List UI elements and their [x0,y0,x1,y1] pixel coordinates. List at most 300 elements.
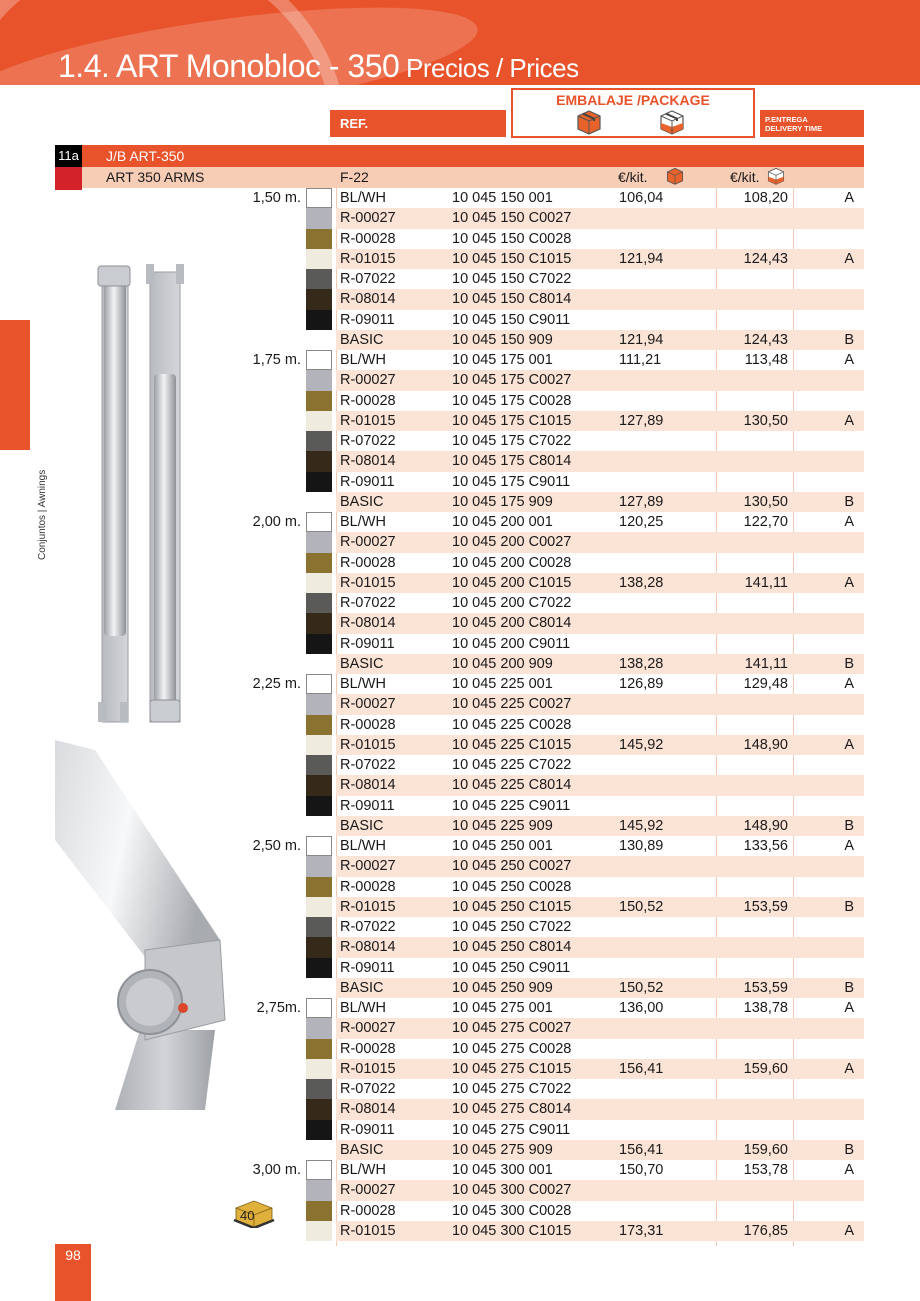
color-swatch [306,897,332,917]
color-swatch [306,188,332,208]
delivery-time: A [844,574,854,591]
table-row [230,593,864,613]
table-row [230,492,864,512]
color-swatch [306,755,332,775]
reference-number: 10 045 225 C8014 [452,777,572,794]
table-row [230,634,864,654]
color-code: R-08014 [340,1101,396,1118]
price-closed-box: 138,28 [619,574,664,591]
color-swatch [306,917,332,937]
length-label: 2,50 m. [252,838,301,854]
color-code: R-00027 [340,534,396,551]
delivery-time: A [844,736,854,753]
price-closed-box: 150,52 [619,898,664,915]
color-code: BL/WH [340,1000,386,1016]
delivery-time: B [844,1141,854,1158]
reference-number: 10 045 175 C0028 [452,392,572,409]
row-background [336,593,864,613]
table-row [230,391,864,411]
color-swatch [306,269,332,289]
price-open-box: 129,48 [743,676,788,692]
price-header-box [618,167,685,188]
reference-number: 10 045 225 C0028 [452,716,572,733]
color-code: R-09011 [340,959,395,976]
box-open-icon [766,167,786,185]
price-open-box: 133,56 [743,838,788,854]
price-open-box: 108,20 [743,190,788,206]
table-row [230,1039,864,1059]
row-background [336,715,864,735]
color-code: R-01015 [340,412,396,429]
color-swatch [306,1079,332,1099]
color-code: R-00028 [340,878,396,895]
section-badge: 11a [55,145,82,167]
reference-number: 10 045 250 909 [452,979,553,996]
color-swatch [306,451,332,471]
color-code: R-09011 [340,635,395,652]
color-code: BASIC [340,817,384,834]
row-background [336,1018,864,1038]
color-code: BL/WH [340,676,386,692]
row-background [336,208,864,228]
reference-number: 10 045 300 C1015 [452,1222,572,1239]
table-row [230,978,864,998]
row-background [336,431,864,451]
table-row [230,1140,864,1160]
row-background [336,370,864,390]
color-code: R-00028 [340,554,396,571]
color-swatch [306,512,332,532]
reference-number: 10 045 200 C1015 [452,574,572,591]
color-code: BL/WH [340,1162,386,1178]
reference-number: 10 045 175 001 [452,352,553,368]
price-col-2-label: €/kit. [730,169,760,185]
table-row [230,755,864,775]
product-name: ART 350 ARMS [106,169,205,185]
box-open-icon [658,109,686,135]
price-open-box: 130,50 [743,412,788,429]
page-header [0,0,920,85]
price-open-box: 153,78 [743,1162,788,1178]
chapter-tab [0,320,30,450]
row-background [336,1201,864,1221]
reference-number: 10 045 150 C7022 [452,271,572,287]
delivery-time: B [844,817,854,834]
color-swatch [306,877,332,897]
color-swatch [306,431,332,451]
reference-number: 10 045 150 C1015 [452,250,572,267]
pallet-icon [232,1198,276,1228]
color-swatch [306,1160,332,1180]
delivery-time: A [844,190,854,206]
price-closed-box: 138,28 [619,655,664,672]
table-row [230,958,864,978]
table-row [230,249,864,269]
reference-number: 10 045 150 C8014 [452,291,572,308]
table-row [230,512,864,532]
length-label: 2,00 m. [252,514,301,530]
reference-number: 10 045 250 001 [452,838,553,854]
color-code: R-07022 [340,271,396,287]
color-code: R-09011 [340,1121,395,1138]
row-background [336,1039,864,1059]
box-closed-icon [665,167,685,185]
price-header-open-box [730,167,786,188]
row-background [336,856,864,876]
table-row [230,532,864,552]
table-row [230,917,864,937]
price-closed-box: 156,41 [619,1141,664,1158]
price-open-box: 176,85 [743,1222,788,1239]
color-code: R-00028 [340,1040,396,1057]
price-closed-box: 136,00 [619,1000,664,1016]
length-label: 2,25 m. [252,676,301,692]
title-sub: Precios / Prices [399,53,579,83]
price-closed-box: 156,41 [619,1060,664,1077]
price-closed-box: 126,89 [619,676,664,692]
color-code: BASIC [340,1141,384,1158]
reference-number: 10 045 275 C9011 [452,1121,571,1138]
row-background [336,553,864,573]
color-swatch [306,1201,332,1221]
table-row [230,269,864,289]
color-code: R-01015 [340,1060,396,1077]
pallet-quantity: 40 [240,1208,255,1223]
price-closed-box: 127,89 [619,493,664,510]
reference-number: 10 045 225 C7022 [452,757,572,773]
price-closed-box: 120,25 [619,514,664,530]
color-code: R-00027 [340,372,396,389]
color-code: R-00027 [340,1020,396,1037]
reference-number: 10 045 225 C0027 [452,696,572,713]
reference-number: 10 045 275 001 [452,1000,553,1016]
color-code: R-00027 [340,696,396,713]
table-row [230,836,864,856]
color-swatch [306,229,332,249]
package-column-header [511,88,755,138]
color-code: R-00028 [340,392,396,409]
row-background [336,1099,864,1119]
color-swatch [306,391,332,411]
row-background [336,755,864,775]
color-swatch [306,370,332,390]
table-row [230,1079,864,1099]
price-closed-box: 145,92 [619,817,664,834]
delivery-time: B [844,493,854,510]
reference-number: 10 045 300 C0028 [452,1202,572,1219]
price-open-box: 122,70 [743,514,788,530]
table-row [230,674,864,694]
price-open-box: 153,59 [743,979,788,996]
delivery-time: A [844,1060,854,1077]
table-row [230,229,864,249]
reference-number: 10 045 275 C0028 [452,1040,572,1057]
table-row [230,1221,864,1241]
reference-number: 10 045 275 C8014 [452,1101,572,1118]
delivery-label-es: P.ENTREGA [765,115,808,124]
table-row [230,451,864,471]
color-swatch [306,310,332,330]
row-background [336,310,864,330]
reference-number: 10 045 275 909 [452,1141,553,1158]
color-swatch [306,1180,332,1200]
row-background [336,775,864,795]
delivery-time: A [844,352,854,368]
color-code: R-08014 [340,291,396,308]
reference-number: 10 045 200 001 [452,514,553,530]
color-code: BL/WH [340,352,386,368]
reference-number: 10 045 300 C0027 [452,1182,572,1199]
reference-number: 10 045 150 C0027 [452,210,572,227]
color-code: R-01015 [340,574,396,591]
color-code: R-09011 [340,473,395,490]
table-row [230,1059,864,1079]
color-code: BASIC [340,331,384,348]
price-open-box: 141,11 [744,655,788,672]
table-row [230,937,864,957]
price-closed-box: 121,94 [619,331,664,348]
color-code: R-07022 [340,1081,396,1097]
table-row [230,1120,864,1140]
table-row [230,330,864,350]
row-background [336,391,864,411]
fabric-code: F-22 [340,169,369,185]
price-open-box: 153,59 [743,898,788,915]
color-code: BASIC [340,655,384,672]
title-main: 1.4. ART Monobloc - 350 [58,48,400,84]
color-swatch [306,1120,332,1140]
reference-number: 10 045 200 C8014 [452,615,572,632]
color-code: BL/WH [340,514,386,530]
delivery-time: A [844,676,854,692]
color-code: R-00027 [340,1182,396,1199]
row-background [336,1180,864,1200]
table-row [230,877,864,897]
color-swatch [306,694,332,714]
reference-number: 10 045 225 C9011 [452,797,571,814]
price-closed-box: 145,92 [619,736,664,753]
price-table [230,188,864,1241]
color-code: BASIC [340,493,384,510]
price-closed-box: 111,21 [619,352,662,368]
color-swatch [306,553,332,573]
reference-number: 10 045 225 C1015 [452,736,572,753]
reference-number: 10 045 150 909 [452,331,553,348]
color-code: BL/WH [340,190,386,206]
length-label: 3,00 m. [252,1162,301,1178]
color-swatch [306,998,332,1018]
color-code: R-08014 [340,939,396,956]
reference-number: 10 045 225 909 [452,817,553,834]
price-open-box: 113,48 [744,352,788,368]
delivery-time: A [844,514,854,530]
table-row [230,1160,864,1180]
reference-number: 10 045 175 C8014 [452,453,572,470]
reference-number: 10 045 200 909 [452,655,553,672]
delivery-time: B [844,979,854,996]
color-code: R-00028 [340,716,396,733]
color-swatch [306,208,332,228]
table-row [230,573,864,593]
delivery-time: B [844,898,854,915]
ref-column-header: REF. [330,110,506,137]
delivery-time: A [844,1222,854,1239]
length-label: 1,50 m. [252,190,301,206]
color-swatch [306,634,332,654]
color-swatch [306,775,332,795]
reference-number: 10 045 150 C0028 [452,230,572,247]
reference-number: 10 045 250 C0027 [452,858,572,875]
price-open-box: 124,43 [743,250,788,267]
color-code: R-09011 [340,797,395,814]
table-row [230,816,864,836]
reference-number: 10 045 275 C1015 [452,1060,572,1077]
color-swatch [306,472,332,492]
row-background [336,958,864,978]
reference-number: 10 045 175 C0027 [452,372,572,389]
color-code: R-07022 [340,595,396,611]
color-code: R-07022 [340,757,396,773]
reference-number: 10 045 250 C1015 [452,898,572,915]
color-swatch [306,573,332,593]
row-background [336,229,864,249]
delivery-time-column-header [760,110,864,137]
color-code: R-00027 [340,210,396,227]
row-background [336,451,864,471]
section-color-marker [55,167,82,190]
color-code: R-01015 [340,1222,396,1239]
reference-number: 10 045 300 001 [452,1162,553,1178]
color-code: R-00028 [340,1202,396,1219]
row-background [336,472,864,492]
price-open-box: 138,78 [743,1000,788,1016]
color-code: R-07022 [340,919,396,935]
row-background [336,937,864,957]
color-code: BASIC [340,979,384,996]
reference-number: 10 045 275 C7022 [452,1081,572,1097]
price-col-1-label: €/kit. [618,169,648,185]
reference-number: 10 045 200 C0028 [452,554,572,571]
price-closed-box: 130,89 [619,838,664,854]
color-swatch [306,937,332,957]
table-row [230,654,864,674]
color-code: R-08014 [340,453,396,470]
table-row [230,350,864,370]
table-row [230,1018,864,1038]
color-swatch [306,1039,332,1059]
row-background [336,289,864,309]
color-swatch [306,1099,332,1119]
row-background [336,613,864,633]
reference-number: 10 045 250 C9011 [452,959,571,976]
table-row [230,1099,864,1119]
price-closed-box: 150,52 [619,979,664,996]
color-code: R-09011 [340,311,395,328]
color-swatch [306,1221,332,1241]
color-code: R-01015 [340,250,396,267]
color-swatch [306,836,332,856]
table-row [230,998,864,1018]
color-swatch [306,249,332,269]
color-swatch [306,796,332,816]
color-swatch [306,1059,332,1079]
color-code: R-08014 [340,777,396,794]
color-code: R-01015 [340,736,396,753]
price-closed-box: 121,94 [619,250,664,267]
color-code: R-08014 [340,615,396,632]
table-row [230,856,864,876]
reference-number: 10 045 200 C7022 [452,595,572,611]
reference-number: 10 045 175 C9011 [452,473,571,490]
reference-number: 10 045 250 C7022 [452,919,572,935]
delivery-time: A [844,412,854,429]
section-subheader [82,167,864,188]
table-row [230,613,864,633]
table-row [230,1180,864,1200]
price-open-box: 130,50 [743,493,788,510]
color-swatch [306,613,332,633]
delivery-time: B [844,655,854,672]
reference-number: 10 045 225 001 [452,676,553,692]
delivery-time: B [844,331,854,348]
table-row [230,289,864,309]
table-row [230,796,864,816]
reference-number: 10 045 175 C7022 [452,433,572,449]
price-closed-box: 106,04 [619,190,664,206]
table-row [230,775,864,795]
reference-number: 10 045 175 C1015 [452,412,572,429]
color-code: R-01015 [340,898,396,915]
color-swatch [306,735,332,755]
color-code: BL/WH [340,838,386,854]
table-row [230,715,864,735]
reference-number: 10 045 150 001 [452,190,553,206]
arm-joint-product-image [55,740,245,1110]
table-row [230,694,864,714]
delivery-time: A [844,1000,854,1016]
price-open-box: 159,60 [743,1141,788,1158]
section-title: J/B ART-350 [82,145,864,167]
color-code: R-00028 [340,230,396,247]
delivery-label-en: DELIVERY TIME [765,124,823,133]
color-swatch [306,674,332,694]
price-open-box: 124,43 [743,331,788,348]
row-background [336,1079,864,1099]
color-swatch [306,532,332,552]
delivery-time: A [844,1162,854,1178]
table-row [230,472,864,492]
package-label: EMBALAJE /PACKAGE [556,92,710,108]
price-open-box: 159,60 [743,1060,788,1077]
row-background [336,1120,864,1140]
table-row [230,553,864,573]
reference-number: 10 045 250 C0028 [452,878,572,895]
color-swatch [306,350,332,370]
table-row [230,1201,864,1221]
color-swatch [306,715,332,735]
row-background [336,269,864,289]
price-open-box: 148,90 [743,736,788,753]
price-closed-box: 150,70 [619,1162,664,1178]
table-row [230,897,864,917]
color-code: R-07022 [340,433,396,449]
page-title [58,48,579,85]
table-row [230,411,864,431]
price-open-box: 141,11 [744,574,788,591]
reference-number: 10 045 250 C8014 [452,939,572,956]
row-background [336,877,864,897]
reference-number: 10 045 175 909 [452,493,553,510]
